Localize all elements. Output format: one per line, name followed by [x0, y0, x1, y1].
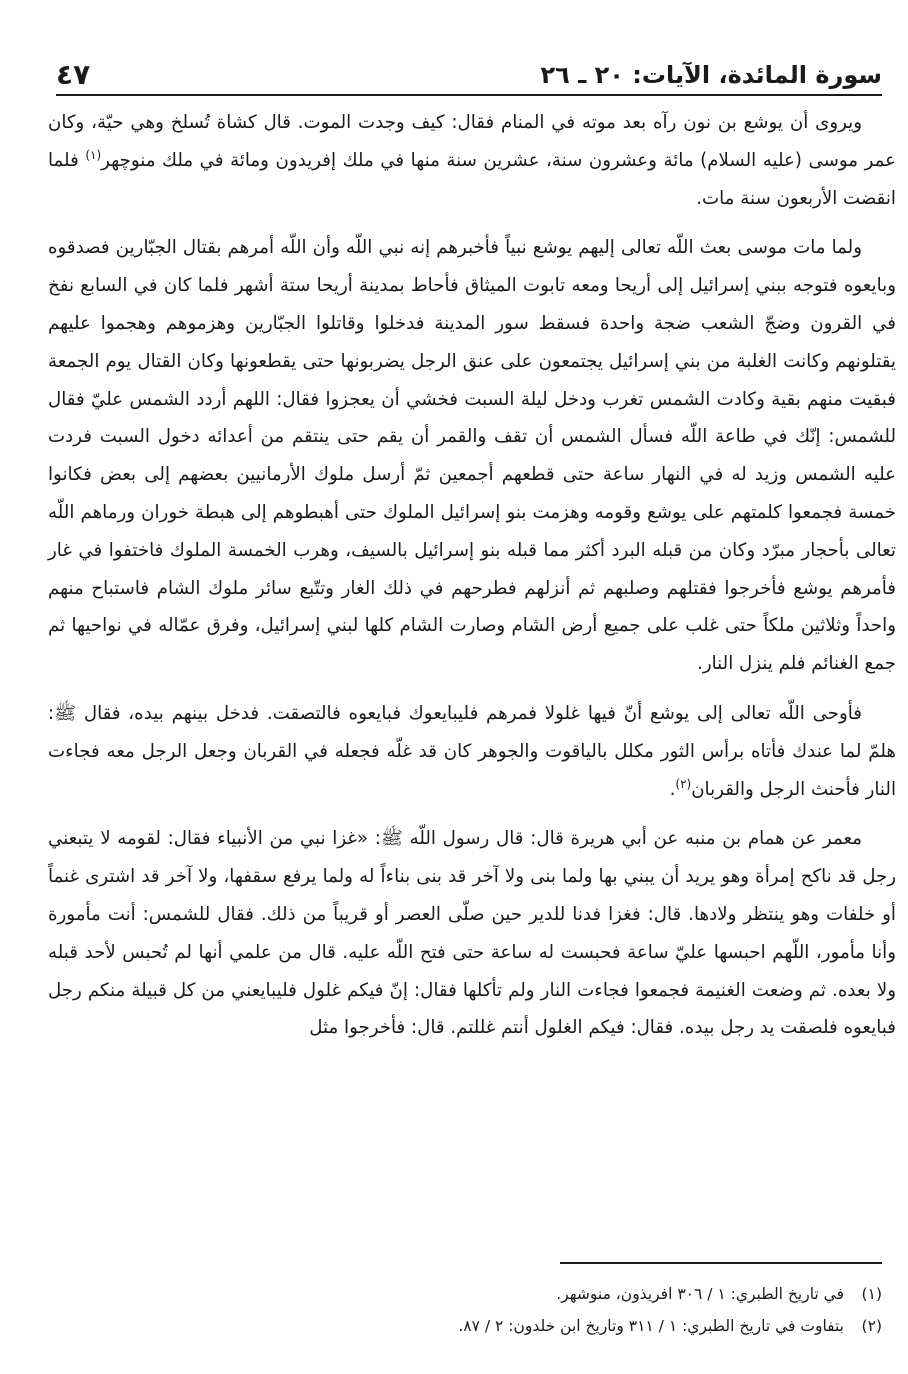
- paragraph-4: [48, 820, 896, 1047]
- paragraph-text-tail: فلما انقضت الأربعون سنة مات.: [48, 149, 896, 209]
- paragraph-3: [48, 695, 896, 808]
- footnote-divider: [560, 1262, 882, 1264]
- footnote-number: (٢): [861, 1317, 882, 1335]
- main-text: [48, 104, 896, 1059]
- footnotes: [60, 1278, 882, 1342]
- footnote-number: (١): [861, 1285, 882, 1303]
- footnote-1: [60, 1278, 882, 1310]
- paragraph-1: [48, 104, 896, 217]
- footnote-text: في تاريخ الطبري: ١ / ٣٠٦ افريذون، منوشهر.: [556, 1285, 844, 1303]
- paragraph-text: فأوحى اللّه تعالى إلى يوشع أنّ فيها غلولا فمرهم فليبايعوك فبايعوه فالتصقت. فدخل بينهم بيده، فقال ﷺ: هلمّ لما عندك فأتاه برأس الثور مكلل بالياقوت والجوهر كان قد غلّه فجعله في القربان وجعل الرجل معه فجاءت النار فأحنث الرجل والقربان: [48, 702, 896, 800]
- footnote-text: بتفاوت في تاريخ الطبري: ١ / ٣١١ وتاريخ ابن خلدون: ٢ / ٨٧.: [458, 1317, 844, 1335]
- footnote-ref-2: (٢): [675, 776, 692, 791]
- running-title: سورة المائدة، الآيات: ٢٠ ـ ٢٦: [540, 61, 882, 89]
- page-number: ٤٧: [56, 58, 91, 91]
- footnote-ref-1: (١): [85, 147, 102, 162]
- running-head: [56, 38, 882, 96]
- footnote-2: [60, 1310, 882, 1342]
- paragraph-text: معمر عن همام بن منبه عن أبي هريرة قال: قال رسول اللّه ﷺ: «غزا نبي من الأنبياء فقال: لقومه لا يتبعني رجل قد ناكح إمرأة وهو يريد أن يبني بها ولما بنى ولا آخر قد بنى بناءاً له ولما يرفع سقفها، ولا آخر قد اشترى غنماً أو خلفات وهو ينتظر ولادها. قال: فغزا فدنا للدير حين صلّى العصر أو قريباً من ذلك. فقال للشمس: أنت مأمورة وأنا مأمور، اللّهم احبسها عليّ ساعة فحبست له ساعة حتى فتح اللّه عليه. قال من علمي أنها لم تُحبس لأحد قبله ولا بعده. ثم وضعت الغنيمة فجمعوا فجاءت النار ولم تأكلها فقال: إنّ فيكم غلول فليبايعني من كل قبيلة منكم رجل فبايعوه فلصقت يد رجل بيده. فقال: فيكم الغلول أنتم غللتم. قال: فأخرجوا مثل: [48, 828, 896, 1039]
- paragraph-text-tail: .: [669, 778, 676, 800]
- paragraph-text: ولما مات موسى بعث اللّه تعالى إليهم يوشع نبياً فأخبرهم إنه نبي اللّه وأن اللّه أمرهم بقتال الجبّارين فصدقوه وبايعوه فتوجه ببني إسرائيل إلى أريحا ومعه تابوت الميثاق فأحاط بمدينة أريحا ستة أشهر فلما كان في السابع نفخ في القرون وضجّ الشعب ضجة واحدة فسقط سور المدينة فدخلوا وقاتلوا الجبّارين وهزموهم وهجموا عليهم يقتلونهم وكانت الغلبة من بني إسرائيل يجتمعون على عنق الرجل يضربونها حتى يقطعونها وكان القتال يوم الجمعة فبقيت منهم بقية وكادت الشمس تغرب ودخل ليلة السبت فخشي أن يعجزوا فقال: اللهم أردد الشمس عليّ فقال للشمس: إنّك في طاعة اللّه فسأل الشمس أن تقف والقمر أن يقم حتى ينتقم من أعدائه دخول السبت فردت عليه الشمس وزيد له في النهار ساعة حتى قطعهم أجمعين ثمّ أرسل ملوك الأرمانيين بعضهم إلى بعض فكانوا خمسة فجمعوا كلمتهم على يوشع وقومه وهزمت بنو إسرائيل الملوك حتى أهبطوهم إلى هبطة خوران ورماهم اللّه تعالى بأحجار مبرّد وكان من قبله البرد أكثر مما قبله بنو إسرائيل بالسيف، وهرب الخمسة الملوك فاختفوا في غار فأمرهم يوشع فأخرجوا فقتلهم وصلبهم ثم أنزلهم فطرحهم في ذلك الغار وتتّبع سائر ملوك الشام فاستباح منهم واحداً وثلاثين ملكاً حتى غلب على جميع أرض الشام وصارت الشام كلها لبني إسرائيل، وفرق عمّاله في نواحيها ثم جمع الغنائم فلم ينزل النار.: [48, 237, 896, 675]
- paragraph-text: ويروى أن يوشع بن نون رآه بعد موته في المنام فقال: كيف وجدت الموت. قال كشاة تُسلخ وهي حيّة، وكان عمر موسى (عليه السلام) مائة وعشرون سنة، عشرين سنة منها في ملك إفريدون ومائة في ملك منوچهر: [48, 112, 896, 171]
- paragraph-2: [48, 229, 896, 683]
